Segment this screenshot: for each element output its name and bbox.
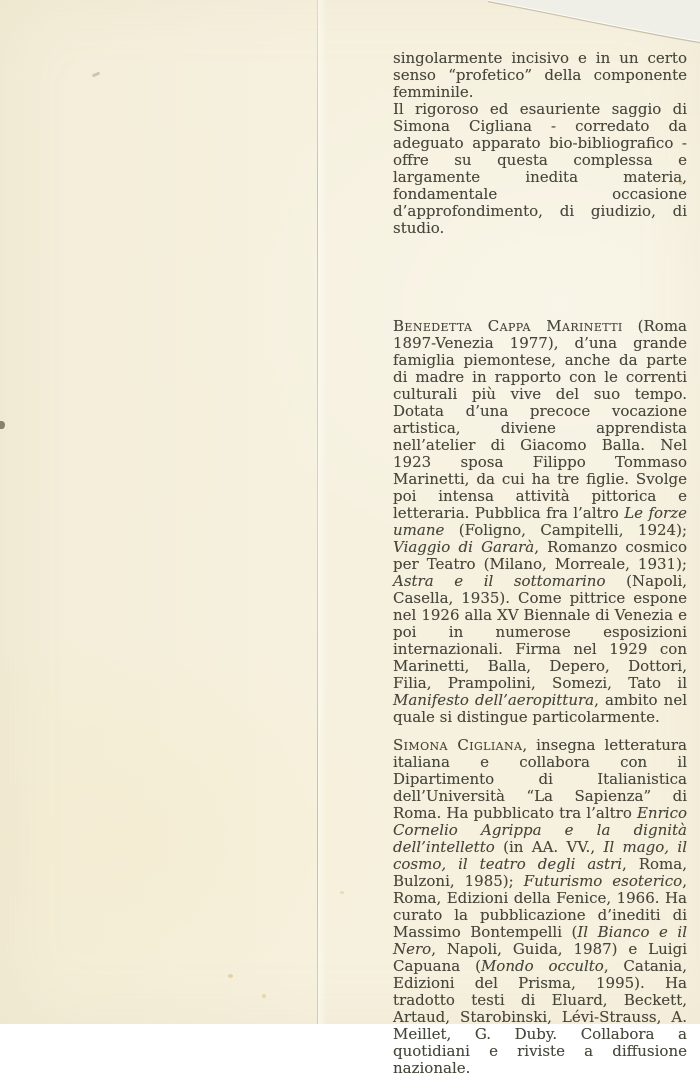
text-run-normal: , Catania, Edizioni del Prisma, 1995). Ha tradotto testi di Eluard, Beckett, Artaud, Starobinski, Lévi-Strauss, A. Meillet, G. Duby. Collabora a quotidiani e riviste a diffusione nazionale. bbox=[393, 957, 687, 1077]
fold-crease-highlight bbox=[318, 0, 327, 1024]
paragraph-simona-bio bbox=[393, 737, 687, 1077]
text-run-smallcaps: Benedetta Cappa Marinetti bbox=[393, 317, 623, 335]
text-run-italic: Manifesto dell’aeropittura bbox=[393, 691, 595, 709]
left-edge-mark bbox=[0, 421, 5, 429]
paper-speck bbox=[679, 181, 683, 185]
text-run-italic: Enrico Cornelio Agrippa e la dignità dell’intelletto bbox=[393, 804, 687, 856]
text-run-italic: Mondo occulto bbox=[480, 957, 604, 975]
text-run-normal: , Napoli, Guida, 1987) e Luigi Capuana ( bbox=[393, 940, 687, 975]
text-run-normal: , Roma, Bulzoni, 1985); bbox=[393, 855, 687, 890]
paper-speck bbox=[262, 994, 266, 998]
text-run-normal: , Romanzo cosmico per Teatro (Milano, Morreale, 1931); bbox=[393, 538, 687, 573]
text-run-italic: Futurismo esoterico bbox=[523, 872, 683, 890]
text-run-italic: Viaggio di Gararà bbox=[393, 538, 535, 556]
paragraph-intro-continuation bbox=[393, 50, 687, 101]
paragraph-benedetta-bio bbox=[393, 318, 687, 726]
text-run-italic: Il Bianco e il Nero bbox=[393, 923, 687, 958]
text-run-normal: , Roma, Edizioni della Fenice, 1966. Ha curato la pubblicazione d’inediti di Massimo Bontempelli ( bbox=[393, 872, 687, 941]
paper-scratch bbox=[92, 72, 101, 78]
text-run-normal: (Foligno, Campitelli, 1924); bbox=[444, 521, 687, 539]
text-column-lower bbox=[393, 318, 687, 1077]
text-run-smallcaps: Simona Cigliana bbox=[393, 736, 523, 754]
text-run-italic: Il mago, il cosmo, il teatro degli astri bbox=[393, 838, 687, 873]
text-run-normal: (in AA. VV., bbox=[494, 838, 604, 856]
text-run-normal: , ambito nel quale si distingue particolarmente. bbox=[393, 691, 688, 726]
text-run-italic: Astra e il sottomarino bbox=[393, 572, 606, 590]
paper-speck bbox=[340, 891, 344, 894]
paragraph-intro-saggio bbox=[393, 101, 687, 237]
text-column-upper bbox=[393, 50, 687, 237]
text-run-italic: Le forze umane bbox=[393, 504, 687, 539]
text-run-normal: (Napoli, Casella, 1935). Come pittrice espone nel 1926 alla XV Biennale di Venezia e poi in numerose esposizioni internazionali. Firma nel 1929 con Marinetti, Balla, Depero, Dottori, Filia, Prampolini, Somezi, Tato il bbox=[393, 572, 688, 692]
paper-speck bbox=[520, 447, 523, 450]
text-run-normal: Il rigoroso ed esauriente saggio di Simona Cigliana - corredato da adeguato apparato bio-bibliografico - offre su questa complessa e largamente inedita materia, fondamentale occasione d’approfondimento, di giudizio, di studio. bbox=[393, 100, 687, 237]
torn-corner bbox=[488, 0, 700, 46]
paper-speck bbox=[228, 974, 233, 978]
text-run-normal: (Roma 1897-Venezia 1977), d’una grande famiglia piemontese, anche da parte di madre in rapporto con le correnti culturali più vive del suo tempo. Dotata d’una precoce vocazione artistica, diviene apprendista nell’atelier di Giacomo Balla. Nel 1923 sposa Filippo Tommaso Marinetti, da cui ha tre figlie. Svolge poi intensa attività pittorica e letteraria. Pubblica fra l’altro bbox=[393, 317, 687, 522]
text-run-normal: , insegna letteratura italiana e collabora con il Dipartimento di Italianistica dell’Università “La Sapienza” di Roma. Ha pubblicato tra l’altro bbox=[393, 736, 687, 822]
text-run-normal: singolarmente incisivo e in un certo senso “profetico” della componente femminile. bbox=[393, 49, 687, 101]
